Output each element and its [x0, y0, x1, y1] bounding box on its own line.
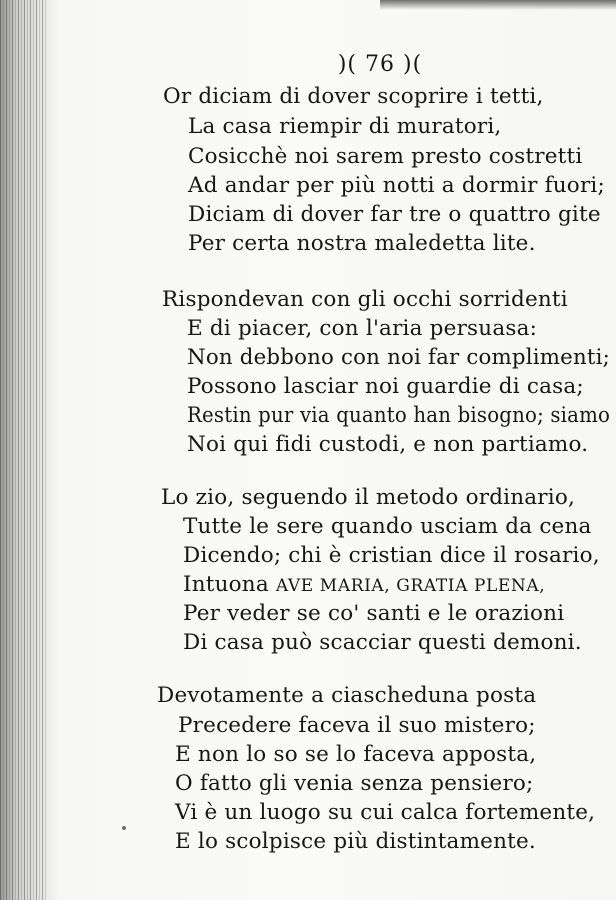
- verse-line: La casa riempir di muratori,: [188, 114, 502, 139]
- verse-line: Restin pur via quanto han bisogno; siamo: [187, 403, 611, 428]
- verse-line-intuona: [183, 572, 545, 597]
- verse-line: Dicendo; chi è cristian dice il rosario,: [183, 543, 600, 568]
- binding-shadow: [0, 0, 60, 900]
- verse-line: E lo scolpisce più distintamente.: [175, 829, 536, 854]
- verse-line: Non debbono con noi far complimenti;: [187, 345, 611, 370]
- verse-line: Di casa può scacciar questi demoni.: [183, 630, 582, 655]
- verse-line: Noi qui fidi custodi, e non partiamo.: [187, 432, 589, 457]
- verse-line: Vi è un luogo su cui calca fortemente,: [175, 800, 596, 825]
- verse-line: E di piacer, con l'aria persuasa:: [187, 316, 538, 341]
- verse-line: O fatto gli venia senza pensiero;: [175, 771, 534, 796]
- verse-line: E non lo so se lo faceva apposta,: [175, 742, 537, 767]
- verse-line: Or diciam di dover scoprire i tetti,: [163, 84, 544, 109]
- page-number: )( 76 )(: [337, 52, 423, 77]
- verse-line: Per certa nostra maledetta lite.: [188, 231, 536, 256]
- verse-line: Lo zio, seguendo il metodo ordinario,: [161, 485, 576, 510]
- verse-line: Devotamente a ciascheduna posta: [157, 683, 537, 708]
- verse-line: Cosicchè noi sarem presto costretti: [188, 144, 583, 169]
- verse-line: Rispondevan con gli occhi sorridenti: [162, 287, 568, 312]
- ink-speck: [122, 826, 126, 830]
- verse-line: Possono lasciar noi guardie di casa;: [187, 374, 584, 399]
- verse-line: Per veder se co' santi e le orazioni: [183, 601, 565, 626]
- verse-line: Tutte le sere quando usciam da cena: [183, 514, 592, 539]
- intuona-verb: Intuona: [183, 572, 269, 597]
- top-edge-shadow: [380, 0, 616, 10]
- verse-line: Precedere faceva il suo mistero;: [178, 713, 536, 738]
- verse-line: Ad andar per più notti a dormir fuori;: [188, 173, 605, 198]
- verse-line: Diciam di dover far tre o quattro gite: [188, 202, 601, 227]
- prayer-title: AVE MARIA, GRATIA PLENA,: [275, 576, 546, 596]
